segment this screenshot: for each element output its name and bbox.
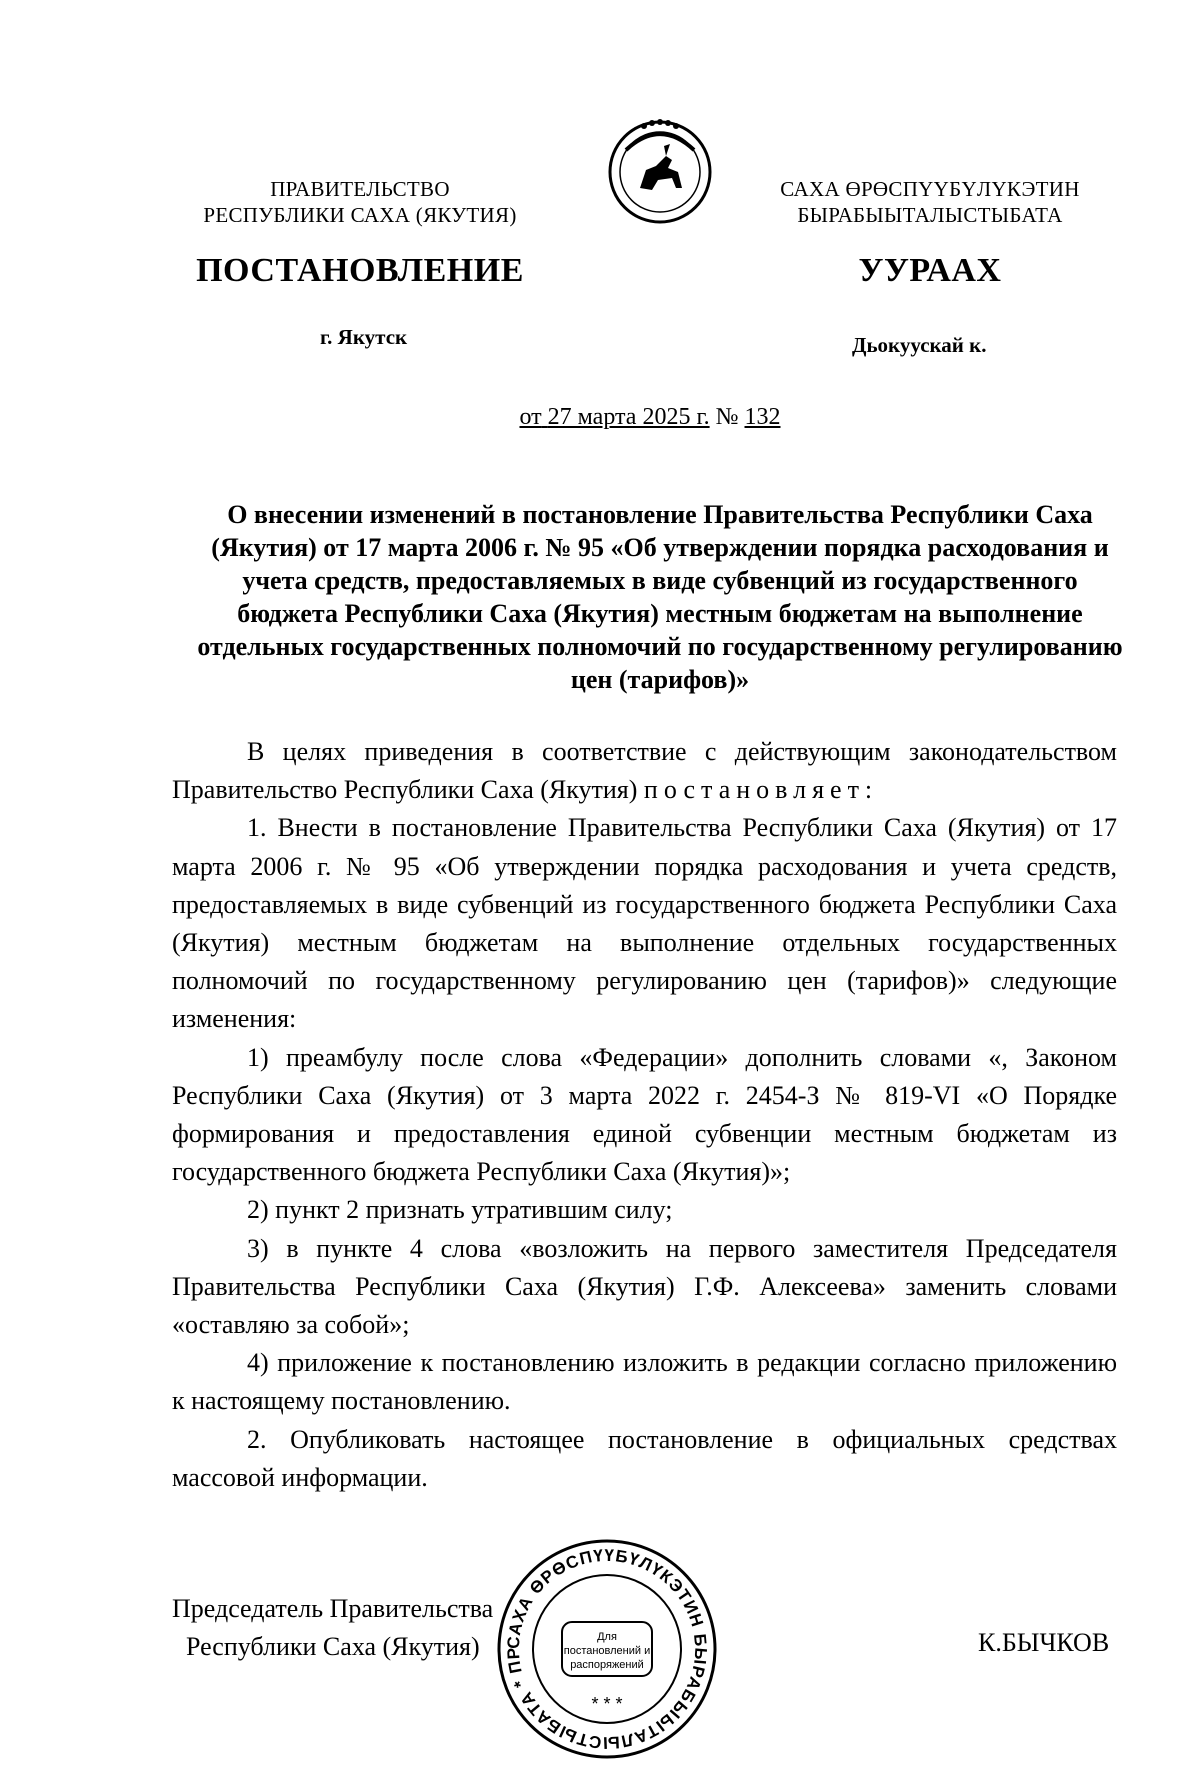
document-title: О внесении изменений в постановление Правительства Республики Саха (Якутия) от 17 марта 2006 г. № 95 «Об утверждении порядка расходования и учета средств, предоставляемых в виде субвенций из государственного бюджета Республики Саха (Якутия) местным бюджетам на выполнение отдельных государственных полномочий по государственному регулированию цен (тарифов)» [197,500,1123,694]
seal-icon [492,1534,722,1764]
header-left-line1: ПРАВИТЕЛЬСТВО [270,177,450,201]
header-right-line2: БЫРАБЫЫТАЛЫСТЫБАТА [797,203,1063,227]
title-left: ПОСТАНОВЛЕНИЕ [196,252,524,289]
intro-verb: постановляет: [643,775,879,805]
signature-position-line2: Республики Саха (Якутия) [186,1632,480,1661]
seal-ring-text: САХА ӨРӨСПҮҮБҮЛҮКЭТИН БЫРАБЫЫТАЛЫСТЫБАТА * ПР [503,1545,711,1753]
coat-of-arms-emblem [600,110,720,230]
subitem-2: 2) пункт 2 признать утратившим силу; [247,1195,673,1225]
signature-position-line1: Председатель Правительства [172,1594,494,1623]
date-value: 27 марта 2025 г. [547,404,710,430]
date-line [0,404,1200,431]
official-seal-stamp [492,1534,722,1764]
document-number: 132 [744,404,781,430]
document-body [172,733,1117,1497]
intro-paragraph [172,733,1117,809]
header-left-line2: РЕСПУБЛИКИ САХА (ЯКУТИЯ) [203,203,517,227]
seal-center-line1: Для [597,1631,617,1643]
seal-center-line2: постановлений и [563,1645,651,1657]
signature-name: К.БЫЧКОВ [978,1628,1110,1657]
date-prefix: от [519,404,542,430]
header-right [740,176,1120,228]
subitem-1: 1) преамбулу после слова «Федерации» дополнить словами «, Законом Республики Саха (Якутия) от 3 марта 2022 г. 2454-З № 819-VI «О Порядке формирования и предоставления единой субвенции местным бюджетам из государственного бюджета Республики Саха (Якутия)»; [172,1042,1117,1187]
emblem-icon [600,110,720,230]
city-right: Дьокуускай к. [852,333,987,357]
city-left: г. Якутск [320,325,408,349]
item-1: 1. Внести в постановление Правительства Республики Саха (Якутия) от 17 марта 2006 г. № 95 «Об утверждении порядка расходования и учета средств, предоставляемых в виде субвенций из государственного бюджета Республики Саха (Якутия) местным бюджетам на выполнение отдельных государственных полномочий по государственному регулированию цен (тарифов)» следующие изменения: [172,813,1117,1034]
header-left [150,176,570,228]
subitem-4: 4) приложение к постановлению изложить в редакции согласно приложению к настоящему постановлению. [172,1348,1117,1416]
item-2: 2. Опубликовать настоящее постановление в официальных средствах массовой информации. [172,1424,1117,1492]
signature-position [172,1590,493,1666]
seal-center-line3: распоряжений [570,1659,644,1671]
intro-text: В целях приведения в соответствие с действующим законодательством Правительство Республики Саха (Якутия) [172,737,1117,805]
subitem-3: 3) в пункте 4 слова «возложить на первого заместителя Председателя Правительства Республики Саха (Якутия) Г.Ф. Алексеева» заменить словами «оставляю за собой»; [172,1233,1117,1340]
number-sign: № [715,404,739,430]
seal-stars: * * * [591,1694,623,1714]
header-right-line1: САХА ӨРӨСПҮҮБҮЛҮКЭТИН [780,177,1080,201]
title-right: УУРААХ [858,252,1002,289]
